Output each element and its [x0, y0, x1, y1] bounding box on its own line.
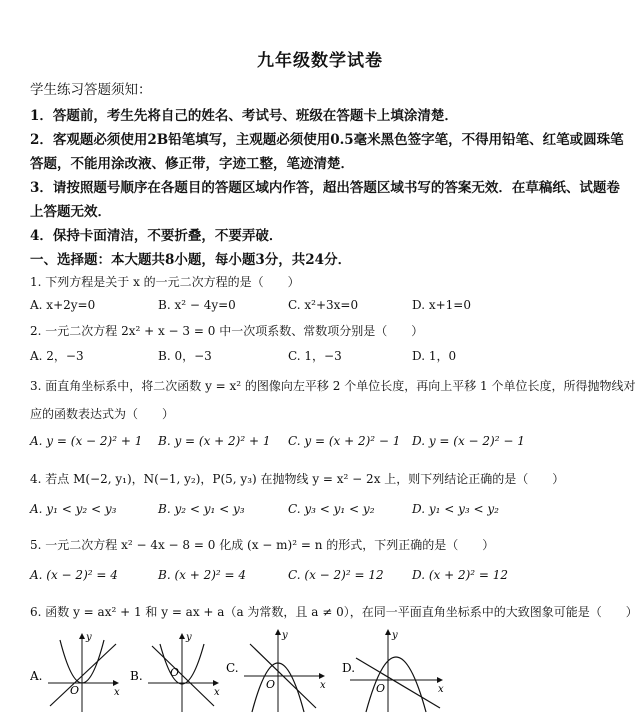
q6-d-origin: O: [376, 682, 386, 695]
q6-graph-c[interactable]: [226, 630, 326, 712]
page-title: 九年级数学试卷: [257, 51, 383, 71]
question-6-stem: 6. 函数 y = ax² + 1 和 y = ax + a（a 为常数，且 a ≠ 0），在同一平面直角坐标系中的大致图象可能是（ ）: [30, 605, 638, 619]
q5-option-d[interactable]: D. (x + 2)² = 12: [412, 568, 509, 582]
q6-b-line: [152, 646, 214, 706]
q6-graph-set: [30, 628, 610, 713]
question-2-stem: 2. 一元二次方程 2x² + x − 3 = 0 中一次项系数、常数项分别是（ ）: [30, 324, 424, 338]
question-5-stem: 5. 一元二次方程 x² − 4x − 8 = 0 化成 (x − m)² = n 的形式，下列正确的是（ ）: [30, 538, 495, 552]
q1-option-c[interactable]: C. x²+3x=0: [288, 298, 359, 312]
q6-d-line: [356, 658, 440, 708]
q6-graph-a-label: A.: [30, 669, 43, 683]
q6-graph-a[interactable]: [30, 632, 120, 712]
notice-item-2-cont: 答题，不能用涂改液、修正带，字迹工整，笔迹清楚．: [30, 156, 354, 172]
q6-c-y-label: y: [282, 630, 288, 641]
question-3-stem: 3. 面直角坐标系中，将二次函数 y = x² 的图像向左平移 2 个单位长度，再向上平移 1 个单位长度，所得抛物线对: [30, 379, 636, 393]
q4-option-d[interactable]: D. y₁ < y₃ < y₂: [412, 502, 499, 516]
q6-a-origin: O: [70, 684, 80, 697]
q6-a-x-label: x: [114, 687, 120, 698]
q5-option-b[interactable]: B. (x + 2)² = 4: [158, 568, 247, 582]
question-6-graphs: [30, 628, 610, 713]
question-3-stem-cont: 应的函数表达式为（ ）: [30, 407, 175, 421]
question-1-stem: 1. 下列方程是关于 x 的一元二次方程的是（ ）: [30, 275, 300, 289]
q6-b-origin: O: [170, 666, 180, 679]
q6-b-x-label: x: [214, 687, 220, 698]
q3-option-a[interactable]: A. y = (x − 2)² + 1: [30, 434, 143, 448]
q2-option-a[interactable]: A. 2，−3: [30, 349, 84, 363]
q6-a-line: [50, 644, 116, 706]
q3-option-b[interactable]: B. y = (x + 2)² + 1: [158, 434, 271, 448]
q2-option-c[interactable]: C. 1，−3: [288, 349, 342, 363]
q4-option-a[interactable]: A. y₁ < y₂ < y₃: [30, 502, 117, 516]
q2-option-b[interactable]: B. 0，−3: [158, 349, 212, 363]
q6-graph-d-label: D.: [342, 661, 356, 675]
question-4-stem: 4. 若点 M(−2, y₁)，N(−1, y₂)，P(5, y₃) 在抛物线 y = x² − 2x 上，则下列结论正确的是（ ）: [30, 472, 565, 486]
q6-graph-c-label: C.: [226, 661, 239, 675]
q6-graph-b[interactable]: [130, 632, 220, 712]
notice-item-3-cont: 上答题无效．: [30, 204, 111, 220]
q1-option-a[interactable]: A. x+2y=0: [30, 298, 96, 312]
section-heading: 一、选择题：本大题共8小题，每小题3分，共24分．: [30, 252, 352, 268]
q6-graph-b-label: B.: [130, 669, 143, 683]
q5-option-c[interactable]: C. (x − 2)² = 12: [288, 568, 384, 582]
q4-option-c[interactable]: C. y₃ < y₁ < y₂: [288, 502, 375, 516]
q1-option-d[interactable]: D. x+1=0: [412, 298, 471, 312]
q6-d-parabola: [366, 657, 426, 712]
q3-option-c[interactable]: C. y = (x + 2)² − 1: [288, 434, 401, 448]
q2-option-d[interactable]: D. 1，0: [412, 349, 457, 363]
q6-c-x-label: x: [320, 680, 326, 691]
q6-graph-d[interactable]: [342, 630, 444, 712]
notice-item-1: 1．答题前，考生先将自己的姓名、考试号、班级在答题卡上填涂清楚．: [30, 108, 458, 124]
q6-c-origin: O: [266, 678, 276, 691]
notice-item-3: 3．请按照题号顺序在各题目的答题区域内作答，超出答题区域书写的答案无效．在草稿纸、试题卷: [30, 180, 620, 196]
notice-heading: 学生练习答题须知：: [30, 82, 152, 98]
q4-option-b[interactable]: B. y₂ < y₁ < y₃: [158, 502, 245, 516]
q6-b-y-label: y: [186, 632, 192, 643]
notice-item-2: 2．客观题必须使用2B铅笔填写，主观题必须使用0.5毫米黑色签字笔，不得用铅笔、红笔或圆珠笔: [30, 132, 624, 148]
q6-a-y-label: y: [86, 632, 92, 643]
notice-item-4: 4．保持卡面清洁，不要折叠，不要弄破．: [30, 228, 283, 244]
q3-option-d[interactable]: D. y = (x − 2)² − 1: [412, 434, 525, 448]
q1-option-b[interactable]: B. x² − 4y=0: [158, 298, 236, 312]
q6-d-y-label: y: [392, 630, 398, 641]
q6-d-x-label: x: [438, 684, 444, 695]
q5-option-a[interactable]: A. (x − 2)² = 4: [30, 568, 118, 582]
